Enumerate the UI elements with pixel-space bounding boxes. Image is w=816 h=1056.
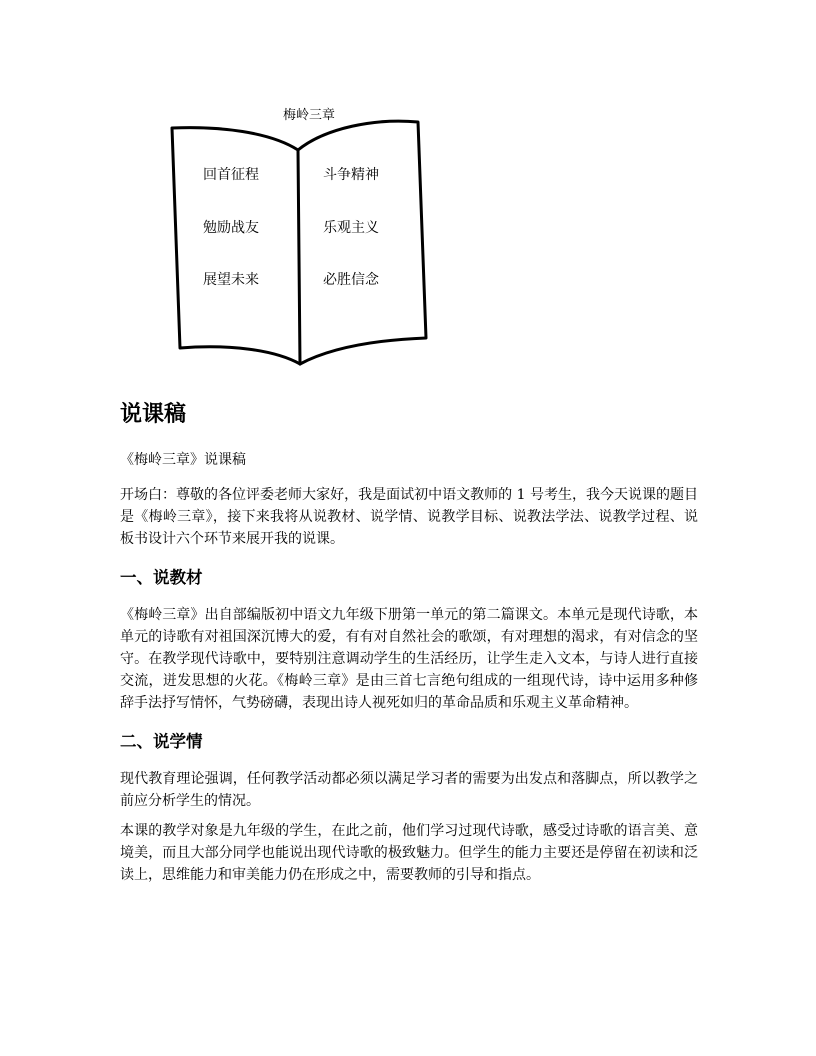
section-heading: 二、说学情 <box>120 732 203 751</box>
book-diagram <box>160 98 430 370</box>
document-body <box>120 398 698 894</box>
right-page-item: 乐观主义 <box>323 220 379 236</box>
intro-paragraph: 开场白：尊敬的各位评委老师大家好，我是面试初中语文教师的 1 号考生，我今天说课的题目是《梅岭三章》，接下来我将从说教材、说学情、说教学目标、说教法学法、说教学过程、说板书设计六个环节来展开我的说课。 <box>120 487 698 547</box>
document-title: 说课稿 <box>120 401 187 427</box>
section-paragraph: 本课的教学对象是九年级的学生，在此之前，他们学习过现代诗歌，感受过诗歌的语言美、意境美，而且大部分同学也能说出现代诗歌的极致魅力。但学生的能力主要还是停留在初读和泛读上，思维能力和审美能力仍在形成之中，需要教师的引导和指点。 <box>120 823 698 883</box>
open-book-outline <box>160 98 430 370</box>
document-subtitle: 《梅岭三章》说课稿 <box>120 452 246 468</box>
right-page-item: 斗争精神 <box>323 167 379 183</box>
left-page-item: 回首征程 <box>203 167 259 183</box>
section-heading: 一、说教材 <box>120 568 203 587</box>
section-paragraph: 现代教育理论强调，任何教学活动都必须以满足学习者的需要为出发点和落脚点，所以教学之前应分析学生的情况。 <box>120 771 698 809</box>
left-page-item: 展望未来 <box>203 272 259 288</box>
diagram-title: 梅岭三章 <box>282 108 335 123</box>
section-paragraph: 《梅岭三章》出自部编版初中语文九年级下册第一单元的第二篇课文。本单元是现代诗歌，本单元的诗歌有对祖国深沉博大的爱，有有对自然社会的歌颂，有对理想的渴求，有对信念的坚守。在教学现代诗歌中，要特别注意调动学生的生活经历，让学生走入文本，与诗人进行直接交流，迸发思想的火花。《梅岭三章》是由三首七言绝句组成的一组现代诗，诗中运用多种修辞手法抒写情怀，气势磅礴，表现出诗人视死如归的革命品质和乐观主义革命精神。 <box>120 607 698 711</box>
left-page-item: 勉励战友 <box>203 220 259 236</box>
right-page-item: 必胜信念 <box>323 272 379 288</box>
